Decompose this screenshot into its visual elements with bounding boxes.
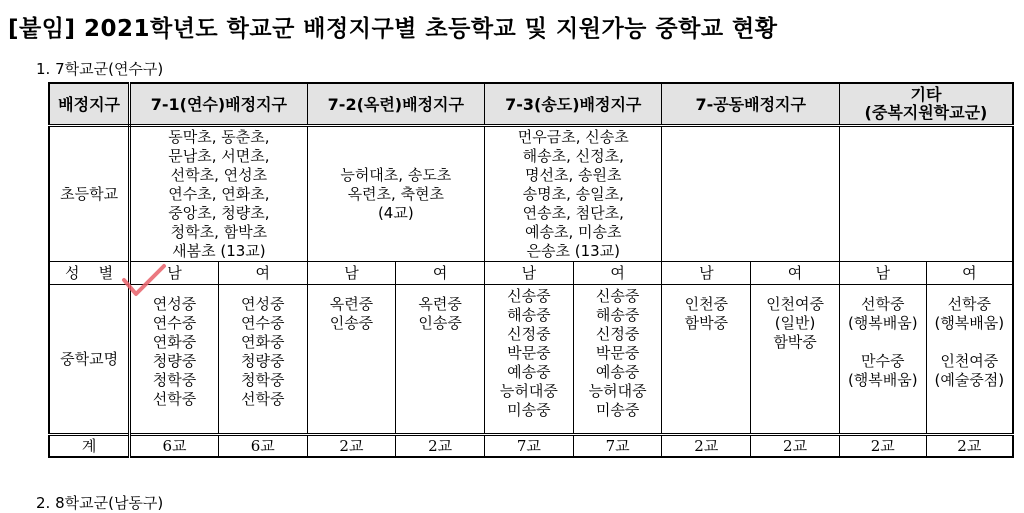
gender-cell: 여 [218, 262, 307, 285]
elementary-7-3 [485, 126, 662, 262]
elementary-row [49, 126, 1013, 262]
row-label-gender [49, 262, 130, 285]
elementary-7-2 [307, 126, 484, 262]
gender-cell: 남 [130, 262, 219, 285]
middle-list: 연성중 연수중 연화중 청량중 청학중 선학중 [240, 295, 285, 408]
total-cell: 7교 [573, 435, 662, 458]
header-district: 배정지구 [49, 83, 130, 126]
section-heading: 1. 7학교군(연수구) [36, 60, 164, 78]
middle-cell [662, 285, 751, 435]
middle-list: 옥련중 인송중 [418, 295, 462, 332]
gender-cell: 여 [573, 262, 662, 285]
elementary-other [839, 126, 1013, 262]
gender-row [49, 262, 1013, 285]
middle-list: 신송중 해송중 신정중 박문중 예송중 능허대중 미송중 [588, 287, 647, 419]
middle-cell [751, 285, 840, 435]
elementary-7-1 [130, 126, 307, 262]
total-row [49, 435, 1013, 458]
row-label-middle: 중학교명 [49, 285, 130, 435]
middle-cell [307, 285, 396, 435]
header-district-7-shared: 7-공동배정지구 [662, 83, 839, 126]
middle-list: 신송중 해송중 신정중 박문중 예송중 능허대중 미송중 [499, 287, 558, 419]
gender-cell: 여 [751, 262, 840, 285]
total-cell: 6교 [130, 435, 219, 458]
total-cell: 2교 [839, 435, 926, 458]
gender-label: 성 별 [65, 263, 114, 282]
row-label-elementary: 초등학교 [49, 126, 130, 262]
middle-list: 인천여중 (일반) 함박중 [766, 295, 825, 351]
middle-cell [573, 285, 662, 435]
gender-cell: 여 [396, 262, 485, 285]
total-cell: 6교 [218, 435, 307, 458]
header-district-7-2: 7-2(옥련)배정지구 [307, 83, 484, 126]
total-cell: 7교 [485, 435, 574, 458]
total-cell: 2교 [662, 435, 751, 458]
middle-cell [130, 285, 219, 435]
gender-cell: 남 [485, 262, 574, 285]
total-cell: 2교 [396, 435, 485, 458]
next-section-heading: 2. 8학교군(남동구) [36, 494, 164, 512]
header-row [49, 83, 1013, 126]
elementary-list: 동막초, 동춘초, 문남초, 서면초, 선학초, 연성초 연수초, 연화초, 중앙초, 청량초, 청학초, 함박초 새봄초 (13교) [168, 127, 270, 260]
allocation-table [48, 82, 1014, 458]
header-district-7-3: 7-3(송도)배정지구 [485, 83, 662, 126]
middle-list: 선학중 (행복배움) 만수중 (행복배움) [847, 295, 918, 389]
header-district-7-1: 7-1(연수)배정지구 [130, 83, 307, 126]
middle-cell [218, 285, 307, 435]
total-cell: 2교 [307, 435, 396, 458]
middle-cell [926, 285, 1013, 435]
total-cell: 2교 [751, 435, 840, 458]
elementary-7-shared [662, 126, 839, 262]
middle-list: 연성중 연수중 연화중 청량중 청학중 선학중 [152, 295, 197, 408]
gender-cell: 여 [926, 262, 1013, 285]
gender-cell: 남 [839, 262, 926, 285]
elementary-list: 먼우금초, 신송초 해송초, 신정초, 명선초, 송원초 송명초, 송일초, 연송초, 첨단초, 예송초, 미송초 은송초 (13교) [517, 127, 629, 260]
row-label-total: 계 [49, 435, 130, 458]
middle-list: 옥련중 인송중 [329, 295, 374, 332]
middle-school-row [49, 285, 1013, 435]
total-cell: 2교 [926, 435, 1013, 458]
gender-cell: 남 [307, 262, 396, 285]
middle-cell [485, 285, 574, 435]
middle-cell [839, 285, 926, 435]
header-district-other: 기타 (중복지원학교군) [839, 83, 1013, 126]
middle-list: 선학중 (행복배움) 인천여중 (예술중점) [934, 295, 1005, 389]
document-title: [붙임] 2021학년도 학교군 배정지구별 초등학교 및 지원가능 중학교 현황 [8, 16, 778, 42]
gender-cell: 남 [662, 262, 751, 285]
middle-cell [396, 285, 485, 435]
elementary-list: 능허대초, 송도초 옥련초, 축현초 (4교) [340, 165, 452, 222]
middle-list: 인천중 함박중 [684, 295, 729, 332]
